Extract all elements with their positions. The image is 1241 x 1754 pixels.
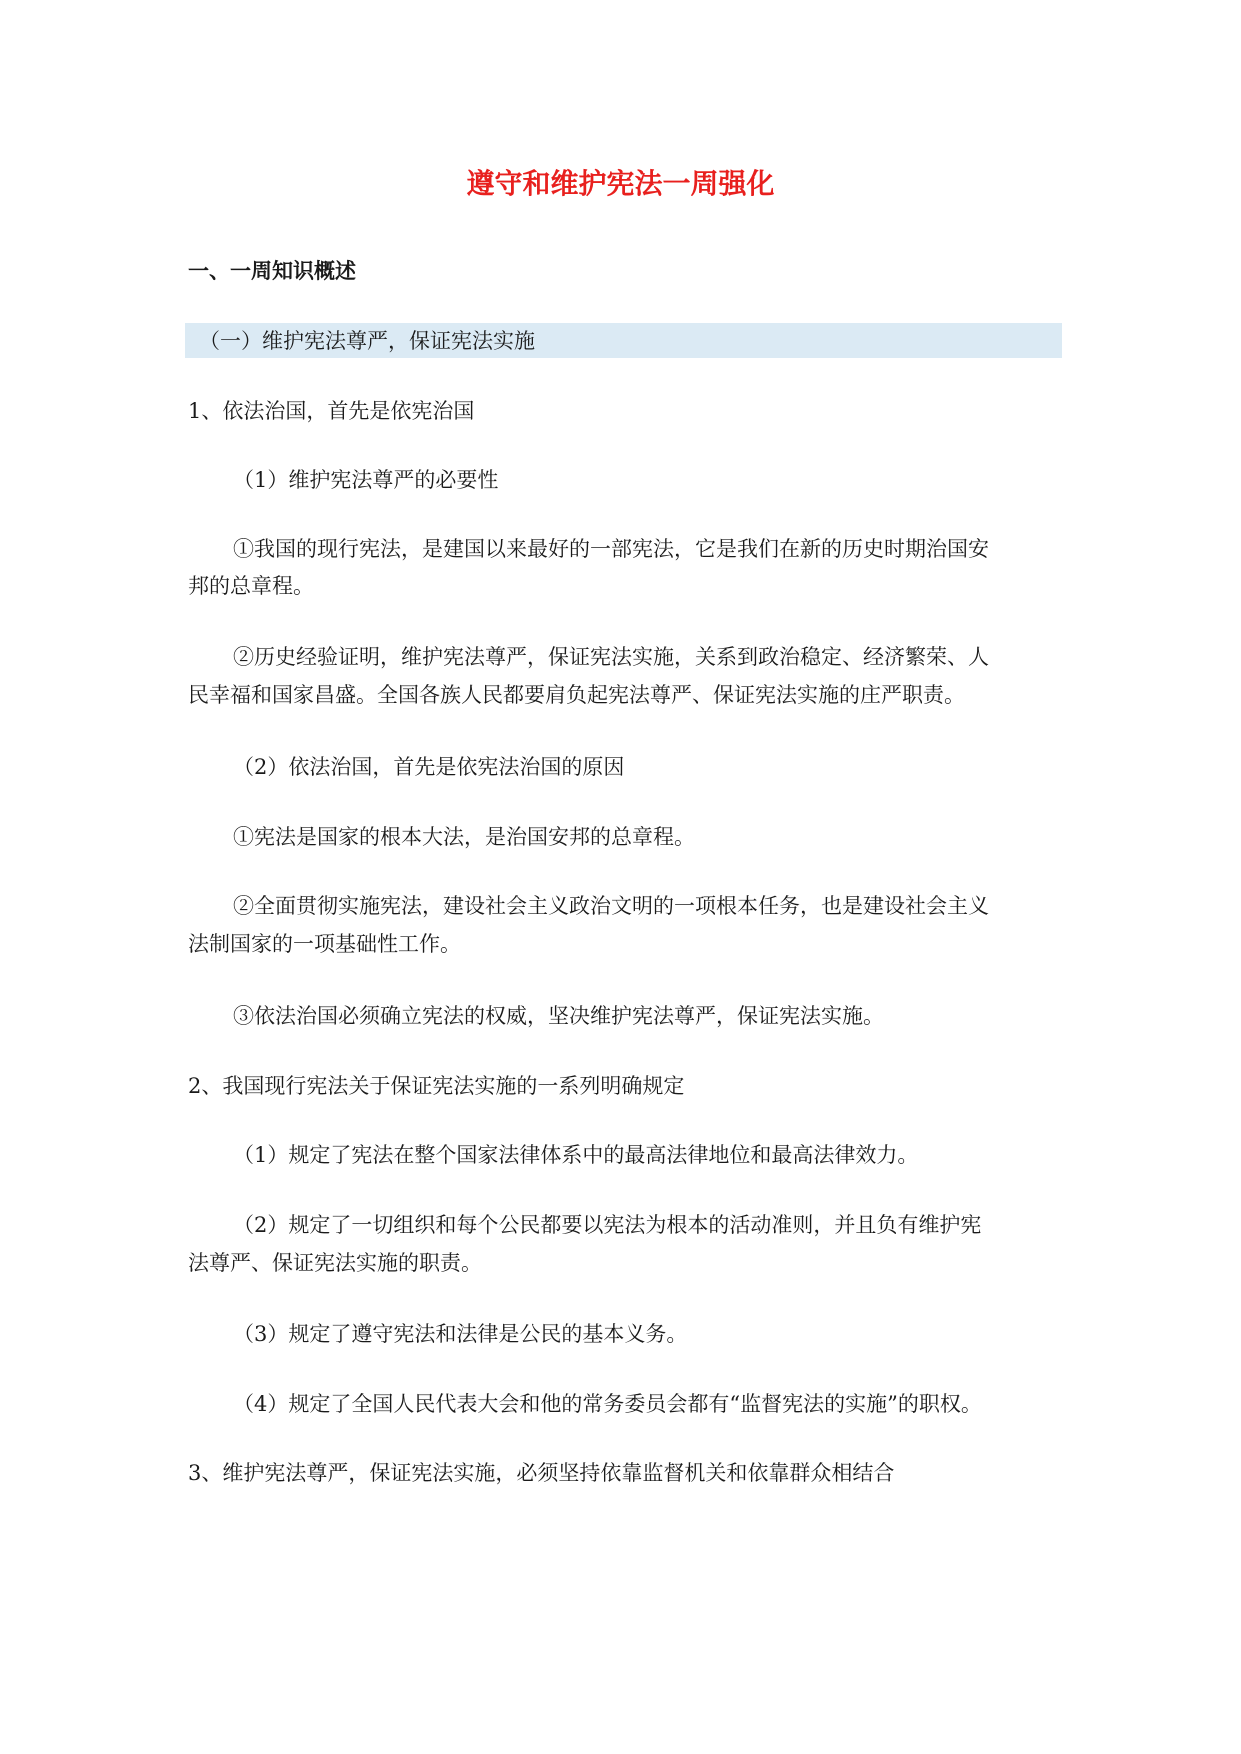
paragraph-9: 2、我国现行宪法关于保证宪法实施的一系列明确规定: [188, 1074, 685, 1098]
paragraph-13: （4）规定了全国人民代表大会和他的常务委员会都有“监督宪法的实施”的职权。: [233, 1392, 982, 1416]
subsection-heading: （一）维护宪法尊严，保证宪法实施: [199, 329, 535, 353]
document-title: 遵守和维护宪法一周强化: [466, 167, 775, 200]
paragraph-10: （1）规定了宪法在整个国家法律体系中的最高法律地位和最高法律效力。: [233, 1143, 919, 1167]
section-heading: 一、一周知识概述: [188, 259, 356, 283]
paragraph-14: 3、维护宪法尊严，保证宪法实施，必须坚持依靠监督机关和依靠群众相结合: [188, 1461, 895, 1485]
paragraph-11-line-2: 法尊严、保证宪法实施的职责。: [188, 1251, 482, 1275]
paragraph-7-line-2: 法制国家的一项基础性工作。: [188, 932, 461, 956]
paragraph-11-line-1: （2）规定了一切组织和每个公民都要以宪法为根本的活动准则，并且负有维护宪: [233, 1213, 982, 1237]
paragraph-7-line-1: ②全面贯彻实施宪法，建设社会主义政治文明的一项根本任务，也是建设社会主义: [233, 894, 989, 918]
paragraph-2: （1）维护宪法尊严的必要性: [233, 468, 499, 492]
paragraph-6: ①宪法是国家的根本大法，是治国安邦的总章程。: [233, 825, 695, 849]
paragraph-3-line-1: ①我国的现行宪法，是建国以来最好的一部宪法，它是我们在新的历史时期治国安: [233, 537, 989, 561]
paragraph-1: 1、依法治国，首先是依宪治国: [188, 399, 475, 423]
paragraph-12: （3）规定了遵守宪法和法律是公民的基本义务。: [233, 1322, 688, 1346]
paragraph-8: ③依法治国必须确立宪法的权威，坚决维护宪法尊严，保证宪法实施。: [233, 1004, 884, 1028]
paragraph-4-line-1: ②历史经验证明，维护宪法尊严，保证宪法实施，关系到政治稳定、经济繁荣、人: [233, 645, 989, 669]
paragraph-5: （2）依法治国，首先是依宪法治国的原因: [233, 755, 625, 779]
paragraph-3-line-2: 邦的总章程。: [188, 574, 314, 598]
paragraph-4-line-2: 民幸福和国家昌盛。全国各族人民都要肩负起宪法尊严、保证宪法实施的庄严职责。: [188, 683, 965, 707]
